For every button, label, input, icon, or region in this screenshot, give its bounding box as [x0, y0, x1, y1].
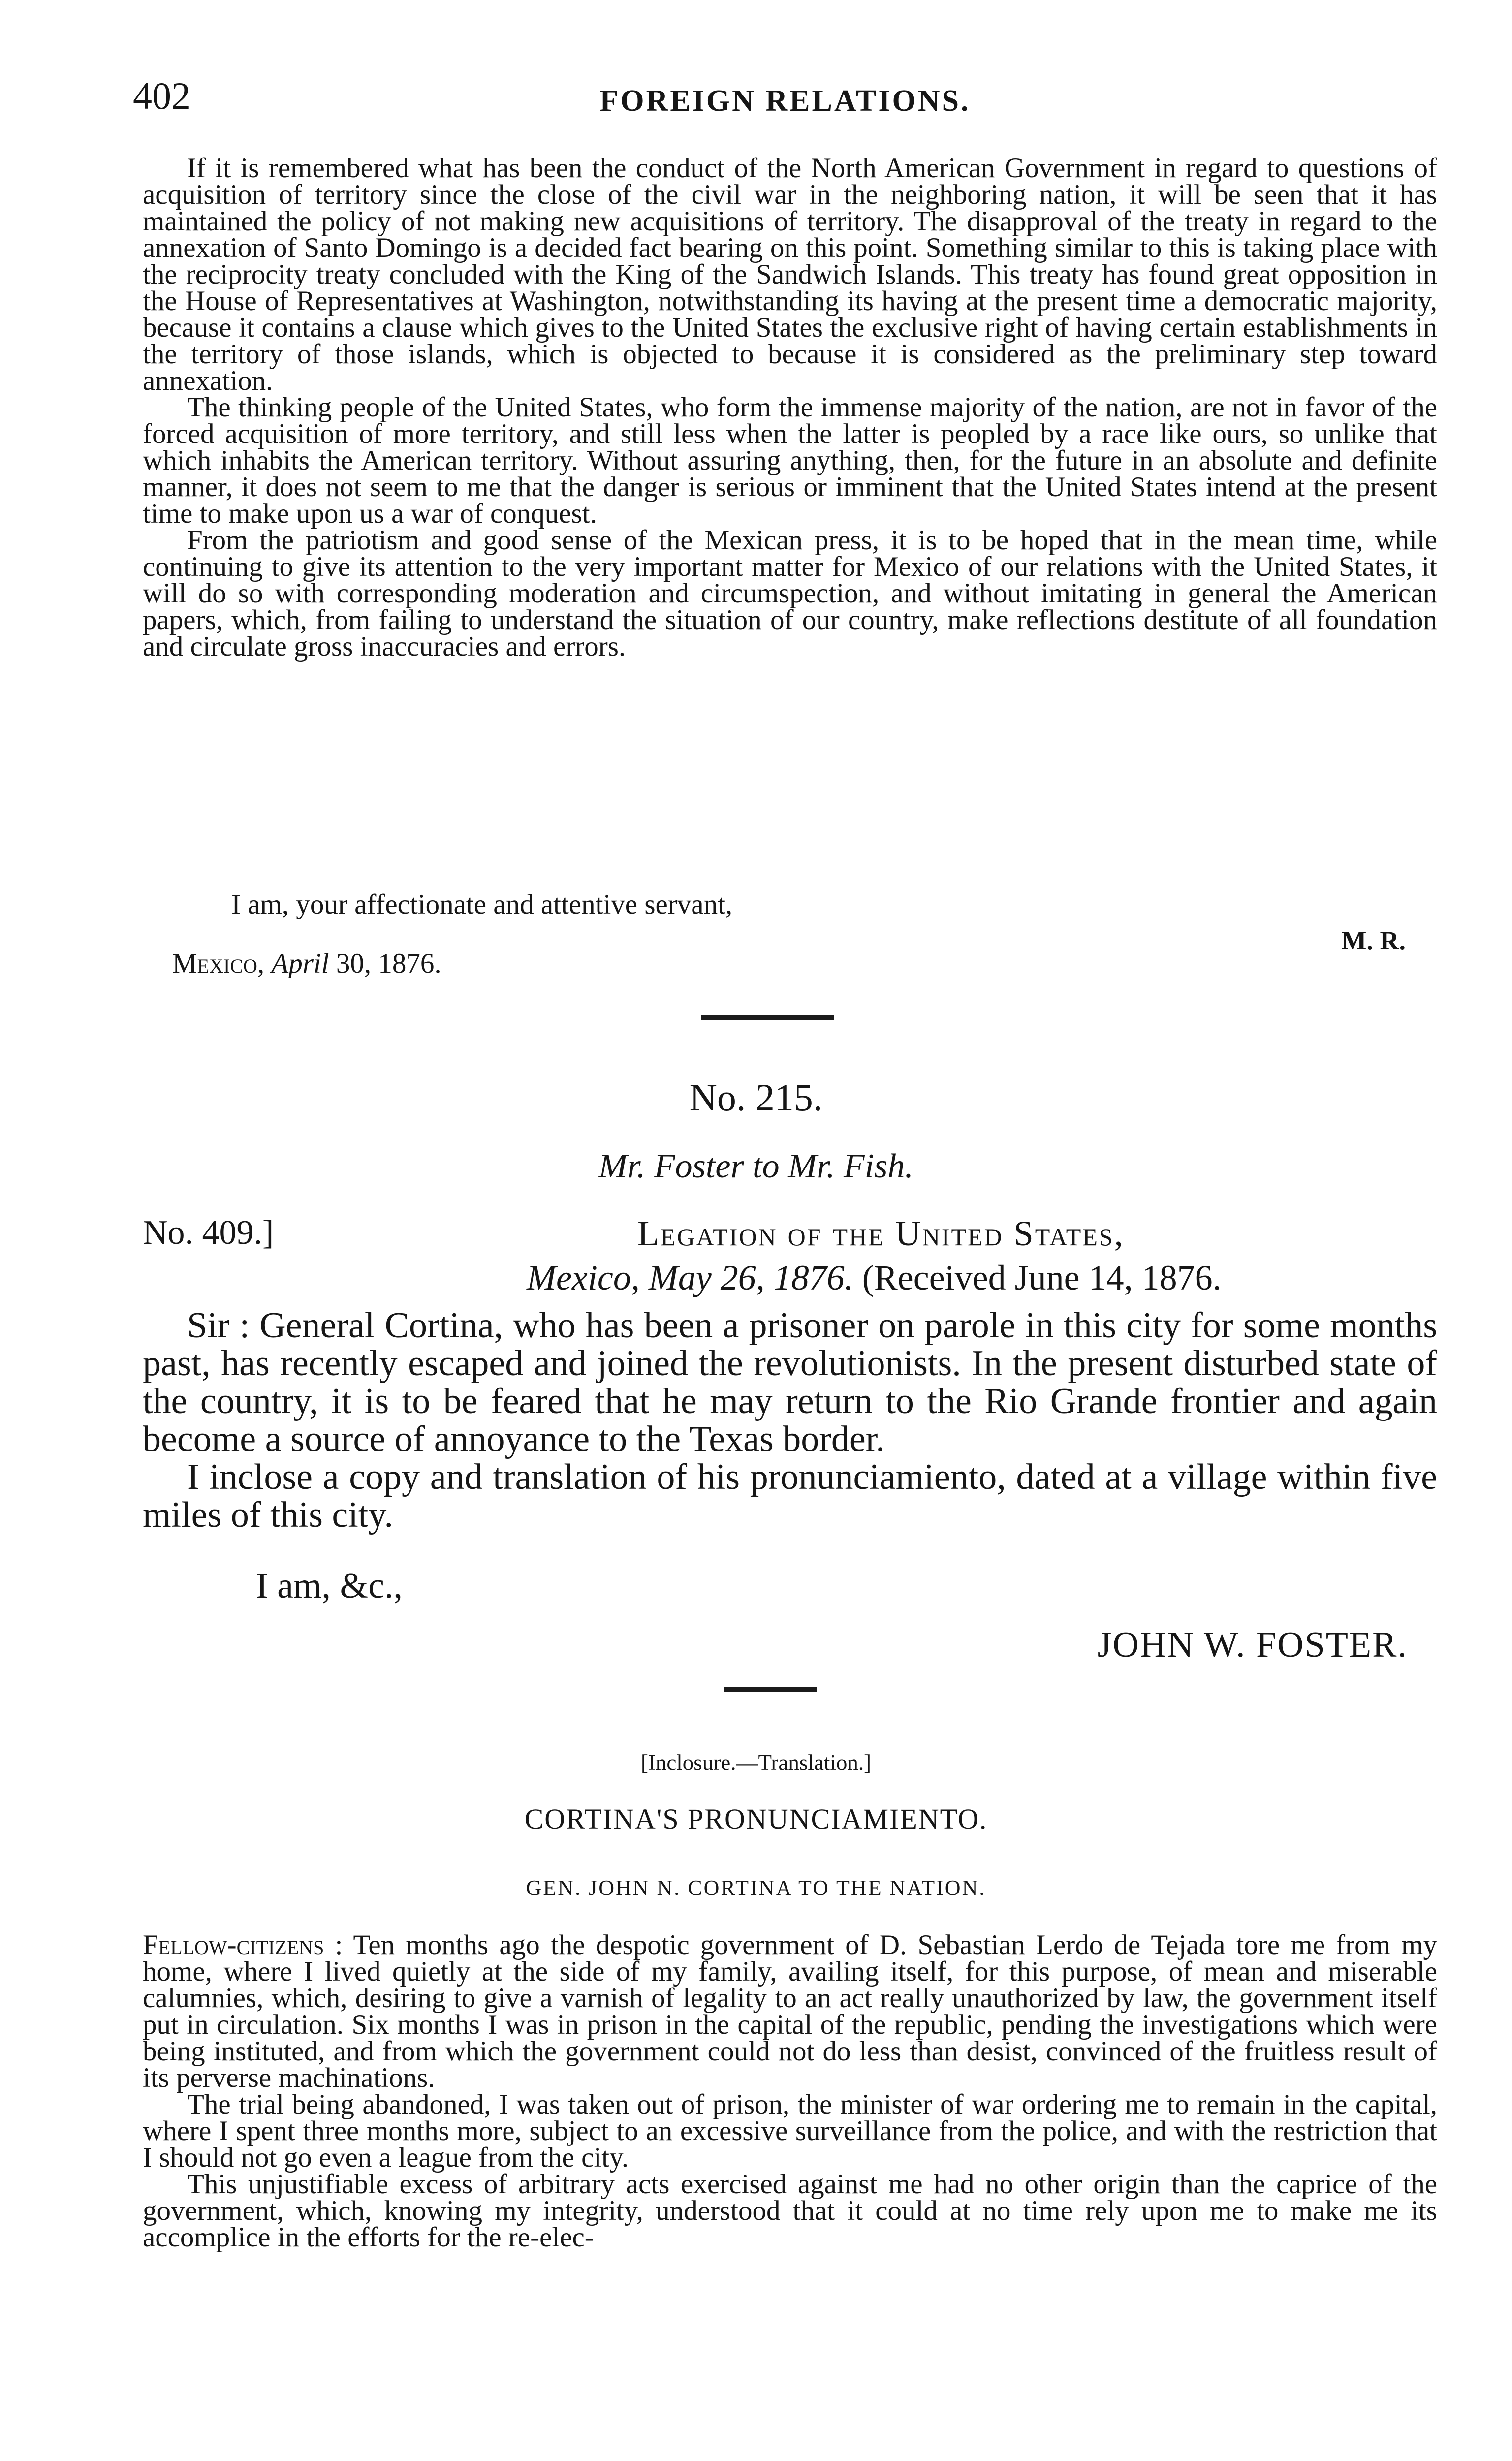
dispatch-body: [143, 1307, 1437, 1534]
body-paragraph: From the patriotism and good sense of the Mexican press, it is to be hoped that in the mean time, while continuing to give its attention to the very important matter for Mexico of our relations with the United States, it will do so with corresponding moderation and circumspection, and without imitating in general the American papers, which, from failing to understand the situation of our country, make reflections destitute of all foundation and circulate gross inaccuracies and errors.: [143, 525, 1437, 662]
inclosure-title: CORTINA'S PRONUNCIAMIENTO.: [524, 1803, 988, 1835]
legation-heading: Legation of the United States,: [637, 1214, 1125, 1253]
body-paragraph: Sir : General Cortina, who has been a prisoner on parole in this city for some months past, has recently escaped and joined the revolutionists. In the present disturbed state of the country, it is to be feared that he may return to the Rio Grande frontier and again become a source of annoyance to the Texas border.: [143, 1305, 1437, 1459]
page-number: 402: [133, 74, 190, 117]
body-paragraph: I inclose a copy and translation of his pronunciamiento, dated at a village within five miles of this city.: [143, 1457, 1437, 1535]
section-divider: [724, 1687, 817, 1692]
document-subtitle: Mr. Foster to Mr. Fish.: [598, 1147, 914, 1185]
inclosure-body: [143, 1929, 1437, 2253]
inclosure-subtitle: GEN. JOHN N. CORTINA TO THE NATION.: [526, 1876, 986, 1900]
letter-body: [143, 155, 1437, 660]
body-paragraph: [143, 1929, 1437, 2093]
inclosure-label: [Inclosure.—Translation.]: [640, 1750, 872, 1775]
dispatch-received: (Received June 14, 1876.: [862, 1258, 1222, 1297]
letter-signature-initials: M. R.: [1341, 926, 1406, 955]
running-title: FOREIGN RELATIONS.: [599, 84, 971, 118]
document-number: No. 215.: [689, 1076, 823, 1119]
body-paragraph: This unjustifiable excess of arbitrary acts exercised against me had no other origin than the caprice of the government, which, knowing my integrity, understood that it could at no time rely upon me to make me its accomplice in the efforts for the re-elec-: [143, 2169, 1437, 2253]
dispatch-dateline: [527, 1258, 1222, 1298]
salutation: Fellow-citizens :: [143, 1929, 343, 1960]
dispatch-signer: JOHN W. FOSTER.: [1097, 1625, 1408, 1665]
dispatch-number: No. 409.]: [143, 1214, 274, 1252]
dispatch-closing: I am, &c.,: [256, 1566, 403, 1606]
section-divider: [701, 1015, 834, 1020]
dispatch-place-date: Mexico, May 26, 1876.: [527, 1258, 853, 1297]
letter-closing: I am, your affectionate and attentive servant,: [231, 889, 733, 920]
dateline-month: April: [271, 948, 329, 979]
letter-dateline: [172, 947, 441, 979]
page-header: [133, 74, 1437, 133]
paragraph-text: Ten months ago the despotic government of D. Sebastian Lerdo de Tejada tore me from my home, where I lived quietly at the side of my family, availing itself, for this purpose, of mean and miserable calumnies, which, desiring to give a varnish of legality to an act really unauthorized by law, the government itself put in circulation. Six months I was in prison in the capital of the republic, pending the investigations which were being instituted, and from which the government could not do less than desist, convinced of the fruitless result of its perverse machinations.: [143, 1929, 1437, 2093]
body-paragraph: The thinking people of the United States, who form the immense majority of the nation, are not in favor of the forced acquisition of more territory, and still less when the latter is peopled by a race like ours, so unlike that which inhabits the American territory. Without assuring anything, then, for the future in an absolute and definite manner, it does not seem to me that the danger is serious or imminent that the United States intend at the present time to make upon us a war of conquest.: [143, 392, 1437, 529]
body-paragraph: The trial being abandoned, I was taken out of prison, the minister of war ordering me to remain in the capital, where I spent three months more, subject to an excessive surveillance from the police, and with the restriction that I should not go even a league from the city.: [143, 2089, 1437, 2173]
dateline-day-year: 30, 1876.: [336, 948, 441, 979]
dateline-place: Mexico,: [172, 948, 265, 979]
body-paragraph: If it is remembered what has been the conduct of the North American Government in regard to questions of acquisition of territory since the close of the civil war in the neighboring nation, it will be seen that it has maintained the policy of not making new acquisitions of territory. The disapproval of the treaty in regard to the annexation of Santo Domingo is a decided fact bearing on this point. Something similar to this is taking place with the reciprocity treaty concluded with the King of the Sandwich Islands. This treaty has found great opposition in the House of Representatives at Washington, notwithstanding its having at the present time a democratic majority, because it contains a clause which gives to the United States the exclusive right of having certain establishments in the territory of those islands, which is objected to because it is considered as the preliminary step toward annexation.: [143, 153, 1437, 396]
